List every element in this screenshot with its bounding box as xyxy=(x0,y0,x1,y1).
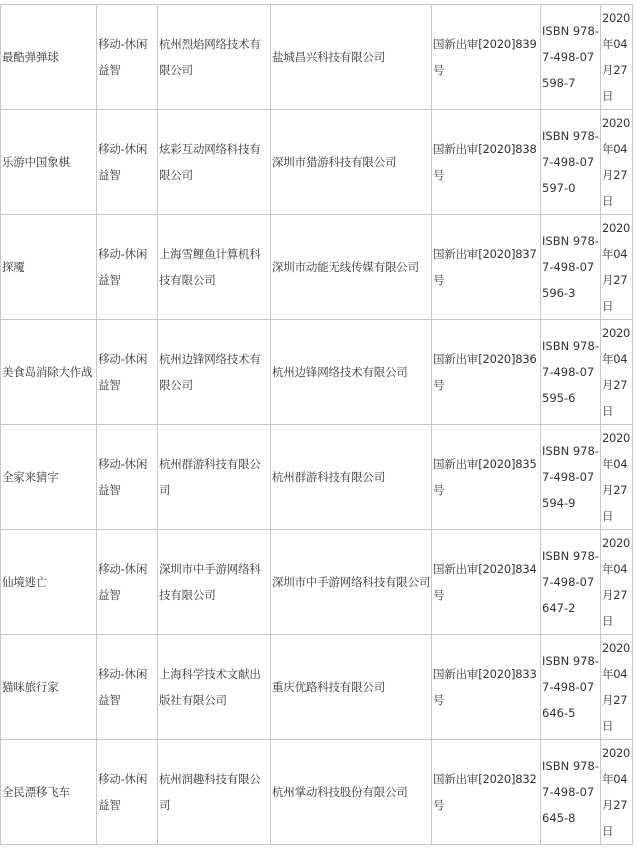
game-name-cell: 乐游中国象棋 xyxy=(1,110,97,215)
isbn-cell: ISBN 978-7-498-07646-5 xyxy=(541,635,601,740)
date-cell: 2020年04月27日 xyxy=(601,215,633,320)
approval-number-cell: 国新出审[2020]835号 xyxy=(432,425,541,530)
operator-cell: 杭州边锋网络技术有限公司 xyxy=(271,320,432,425)
date-cell: 2020年04月27日 xyxy=(601,320,633,425)
category-cell: 移动-休闲益智 xyxy=(97,110,158,215)
isbn-cell: ISBN 978-7-498-07596-3 xyxy=(541,215,601,320)
operator-cell: 深圳市猎游科技有限公司 xyxy=(271,110,432,215)
publisher-cell: 上海雪鲤鱼计算机科技有限公司 xyxy=(158,215,271,320)
category-cell: 移动-休闲益智 xyxy=(97,215,158,320)
game-name-cell: 仙境逃亡 xyxy=(1,530,97,635)
approval-number-cell: 国新出审[2020]838号 xyxy=(432,110,541,215)
isbn-cell: ISBN 978-7-498-07645-8 xyxy=(541,740,601,845)
approval-number-cell: 国新出审[2020]839号 xyxy=(432,5,541,110)
operator-cell: 深圳市动能无线传媒有限公司 xyxy=(271,215,432,320)
category-cell: 移动-休闲益智 xyxy=(97,740,158,845)
date-cell: 2020年04月27日 xyxy=(601,110,633,215)
approval-number-cell: 国新出审[2020]834号 xyxy=(432,530,541,635)
operator-cell: 重庆优路科技有限公司 xyxy=(271,635,432,740)
category-cell: 移动-休闲益智 xyxy=(97,635,158,740)
table-row xyxy=(1,110,633,215)
publisher-cell: 深圳市中手游网络科技有限公司 xyxy=(158,530,271,635)
operator-cell: 杭州掌动科技股份有限公司 xyxy=(271,740,432,845)
approval-number-cell: 国新出审[2020]836号 xyxy=(432,320,541,425)
game-name-cell: 全家来猜字 xyxy=(1,425,97,530)
table-row xyxy=(1,425,633,530)
table-row xyxy=(1,215,633,320)
date-cell: 2020年04月27日 xyxy=(601,425,633,530)
table-row xyxy=(1,320,633,425)
game-name-cell: 探魇 xyxy=(1,215,97,320)
date-cell: 2020年04月27日 xyxy=(601,635,633,740)
category-cell: 移动-休闲益智 xyxy=(97,5,158,110)
date-cell: 2020年04月27日 xyxy=(601,740,633,845)
category-cell: 移动-休闲益智 xyxy=(97,530,158,635)
isbn-cell: ISBN 978-7-498-07594-9 xyxy=(541,425,601,530)
publisher-cell: 杭州润趣科技有限公司 xyxy=(158,740,271,845)
publisher-cell: 上海科学技术文献出版社有限公司 xyxy=(158,635,271,740)
operator-cell: 深圳市中手游网络科技有限公司 xyxy=(271,530,432,635)
table-row xyxy=(1,740,633,845)
isbn-cell: ISBN 978-7-498-07597-0 xyxy=(541,110,601,215)
publisher-cell: 炫彩互动网络科技有限公司 xyxy=(158,110,271,215)
game-name-cell: 美食岛消除大作战 xyxy=(1,320,97,425)
game-name-cell: 猫咪旅行家 xyxy=(1,635,97,740)
table-row xyxy=(1,530,633,635)
date-cell: 2020年04月27日 xyxy=(601,530,633,635)
category-cell: 移动-休闲益智 xyxy=(97,425,158,530)
approval-number-cell: 国新出审[2020]837号 xyxy=(432,215,541,320)
publisher-cell: 杭州烈焰网络技术有限公司 xyxy=(158,5,271,110)
table-row xyxy=(1,635,633,740)
date-cell: 2020年04月27日 xyxy=(601,5,633,110)
table-row xyxy=(1,5,633,110)
operator-cell: 杭州群游科技有限公司 xyxy=(271,425,432,530)
publisher-cell: 杭州群游科技有限公司 xyxy=(158,425,271,530)
game-name-cell: 最酷弹弹球 xyxy=(1,5,97,110)
approval-number-cell: 国新出审[2020]833号 xyxy=(432,635,541,740)
category-cell: 移动-休闲益智 xyxy=(97,320,158,425)
isbn-cell: ISBN 978-7-498-07595-6 xyxy=(541,320,601,425)
isbn-cell: ISBN 978-7-498-07647-2 xyxy=(541,530,601,635)
isbn-cell: ISBN 978-7-498-07598-7 xyxy=(541,5,601,110)
approval-number-cell: 国新出审[2020]832号 xyxy=(432,740,541,845)
game-name-cell: 全民漂移飞车 xyxy=(1,740,97,845)
publisher-cell: 杭州边锋网络技术有限公司 xyxy=(158,320,271,425)
operator-cell: 盐城昌兴科技有限公司 xyxy=(271,5,432,110)
approval-table xyxy=(0,4,633,845)
